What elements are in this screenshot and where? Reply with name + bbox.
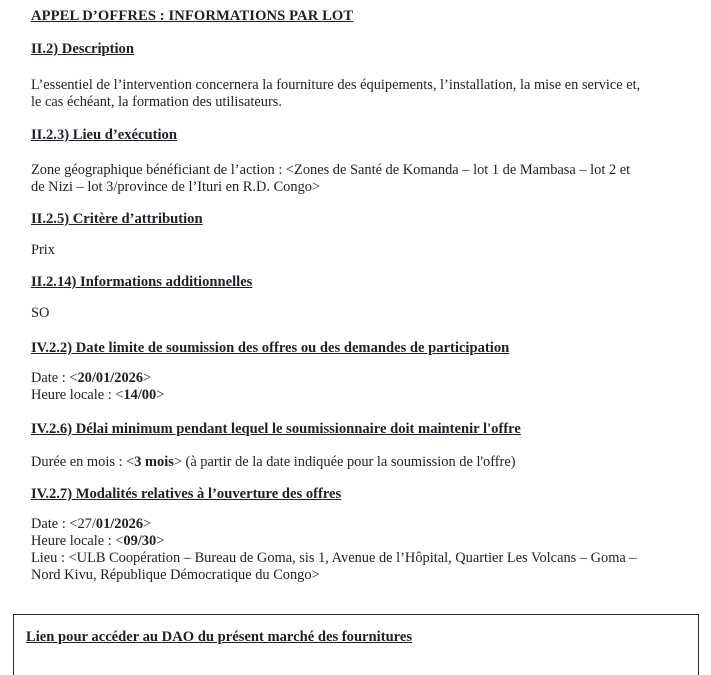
date-label: Date : <27/ bbox=[31, 516, 96, 532]
text-line: de Nizi – lot 3/province de l’Ituri en R.D. Congo> bbox=[31, 179, 321, 195]
section-body-modalites bbox=[31, 516, 699, 584]
time-label: Heure locale : < bbox=[31, 387, 124, 403]
section-heading-delai: IV.2.6) Délai minimum pendant lequel le soumissionnaire doit maintenir l'offre bbox=[31, 421, 521, 437]
duration-label: Durée en mois : < bbox=[31, 454, 135, 470]
section-body-description bbox=[31, 77, 699, 111]
text-line: Prix bbox=[31, 242, 55, 258]
date-label: Date : < bbox=[31, 370, 78, 386]
section-body-critere bbox=[31, 242, 699, 259]
section-body-lieu bbox=[31, 162, 699, 196]
date-value: 20/01/2026 bbox=[77, 370, 144, 386]
date-line: Date : <27/01/2026> bbox=[31, 516, 152, 532]
section-heading-description: II.2) Description bbox=[31, 41, 134, 57]
dao-link-box bbox=[13, 614, 699, 675]
place-line: Nord Kivu, République Démocratique du Congo> bbox=[31, 567, 320, 583]
section-body-informations bbox=[31, 305, 699, 322]
section-heading-date-limite: IV.2.2) Date limite de soumission des offres ou des demandes de participation bbox=[31, 340, 510, 356]
date-line: Date : <20/01/2026> bbox=[31, 370, 152, 386]
dao-link-title: Lien pour accéder au DAO du présent marché des fournitures bbox=[26, 629, 413, 645]
section-body-date-limite bbox=[31, 370, 699, 404]
time-line: Heure locale : <14/00> bbox=[31, 387, 165, 403]
time-label: Heure locale : < bbox=[31, 533, 124, 549]
section-body-delai bbox=[31, 454, 699, 471]
section-heading-modalites: IV.2.7) Modalités relatives à l’ouverture des offres bbox=[31, 486, 342, 502]
time-value: 09/30 bbox=[123, 533, 157, 549]
duration-value: 3 mois bbox=[134, 454, 174, 470]
section-heading-critere: II.2.5) Critère d’attribution bbox=[31, 211, 203, 227]
time-value: 14/00 bbox=[123, 387, 157, 403]
section-heading-informations: II.2.14) Informations additionnelles bbox=[31, 274, 253, 290]
text-line: Zone géographique bénéficiant de l’action : <Zones de Santé de Komanda – lot 1 de Mambasa – lot 2 et bbox=[31, 162, 631, 178]
time-line: Heure locale : <09/30> bbox=[31, 533, 165, 549]
page-title: APPEL D’OFFRES : INFORMATIONS PAR LOT bbox=[31, 8, 354, 24]
duration-line bbox=[31, 454, 699, 471]
text-line: L’essentiel de l’intervention concernera la fourniture des équipements, l’installation, la mise en service et, bbox=[31, 77, 641, 93]
duration-suffix: > (à partir de la date indiquée pour la soumission de l'offre) bbox=[173, 454, 516, 470]
date-value: 01/2026 bbox=[95, 516, 144, 532]
text-line: SO bbox=[31, 305, 50, 321]
place-line: Lieu : <ULB Coopération – Bureau de Goma, sis 1, Avenue de l’Hôpital, Quartier Les Volcans – Goma – bbox=[31, 550, 637, 566]
text-line: le cas échéant, la formation des utilisateurs. bbox=[31, 94, 282, 110]
section-heading-lieu: II.2.3) Lieu d’exécution bbox=[31, 127, 177, 143]
